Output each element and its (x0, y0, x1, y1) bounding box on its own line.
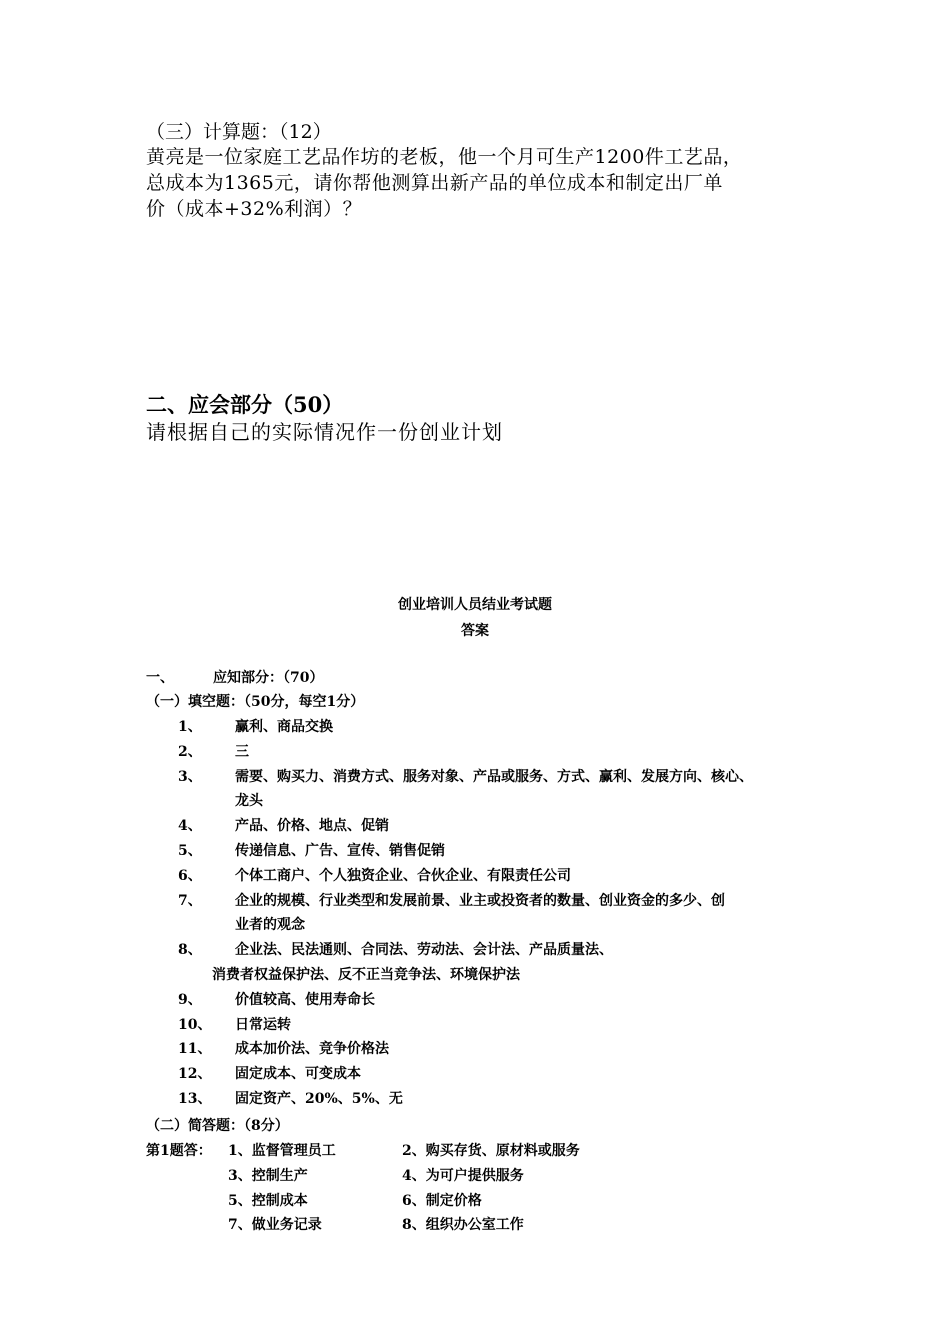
fill-answer-row (146, 889, 826, 914)
item-number: 12、 (178, 1066, 212, 1083)
item-answer-text: 企业的规模、行业类型和发展前景、业主或投资者的数量、创业资金的多少、创 (235, 892, 725, 909)
answer-item: 7、做业务记录 (228, 1217, 322, 1234)
fill-answer-row (146, 814, 826, 839)
short-answer-heading: （二）简答题：（8分） (146, 1118, 289, 1134)
item-answer-text: 日常运转 (235, 1016, 291, 1033)
fill-blank-answer-list (146, 715, 826, 1112)
fill-answer-row (146, 988, 826, 1013)
item-answer-text: 三 (235, 743, 249, 760)
fill-blank-heading: （一）填空题：（50分，每空1分） (146, 694, 365, 710)
item-answer-text: 龙头 (235, 793, 263, 810)
short-answer-row (146, 1164, 826, 1189)
question-label: 第1题答： (146, 1143, 212, 1159)
item-number: 8、 (178, 942, 202, 959)
short-answer-row (146, 1213, 826, 1238)
short-answer-row (146, 1189, 826, 1214)
answer-item: 6、制定价格 (402, 1192, 482, 1209)
item-number (146, 913, 235, 938)
item-number: 13、 (178, 1090, 212, 1107)
answer-item: 3、控制生产 (228, 1167, 308, 1184)
fill-answer-row (146, 1037, 826, 1062)
fill-answer-row (146, 1062, 826, 1087)
calc-question-heading: （三）计算题：（12） (146, 121, 332, 143)
fill-answer-row (146, 913, 826, 938)
answer-item: 4、为可户提供服务 (402, 1167, 524, 1184)
item-answer-text: 产品、价格、地点、促销 (235, 818, 389, 835)
answer-item: 5、控制成本 (228, 1192, 308, 1209)
answer-item: 2、购买存货、原材料或服务 (402, 1143, 580, 1159)
fill-answer-row (146, 715, 826, 740)
item-number: 7、 (178, 892, 202, 909)
item-number (146, 789, 235, 814)
item-answer-text: 固定资产、20%、5%、无 (235, 1090, 403, 1107)
item-answer-text: 个体工商户、个人独资企业、合伙企业、有限责任公司 (235, 867, 571, 884)
fill-answer-row (146, 765, 826, 790)
calc-question-line: 黄亮是一位家庭工艺品作坊的老板，他一个月可生产1200件工艺品， (146, 146, 743, 168)
fill-answer-row (146, 740, 826, 765)
item-answer-text: 企业法、民法通则、合同法、劳动法、会计法、产品质量法、 (235, 942, 613, 959)
item-number: 1、 (178, 719, 202, 735)
fill-answer-row (146, 864, 826, 889)
item-number: 4、 (178, 818, 202, 835)
fill-answer-row (146, 1087, 826, 1112)
item-answer-text: 固定成本、可变成本 (235, 1066, 361, 1083)
item-answer-text: 价值较高、使用寿命长 (235, 991, 375, 1008)
part2-body: 请根据自己的实际情况作一份创业计划 (146, 420, 503, 444)
answer-item: 8、组织办公室工作 (402, 1217, 524, 1234)
fill-answer-row (146, 1013, 826, 1038)
item-number: 9、 (178, 991, 202, 1008)
short-answer-row (146, 1139, 826, 1164)
item-answer-text: 需要、购买力、消费方式、服务对象、产品或服务、方式、赢利、发展方向、核心、 (235, 768, 753, 785)
item-number: 5、 (178, 842, 202, 859)
fill-answer-row (146, 839, 826, 864)
calc-question-body (146, 144, 816, 222)
item-number: 3、 (178, 768, 202, 785)
item-number: 11、 (178, 1041, 212, 1058)
item-answer-text: 成本加价法、竞争价格法 (235, 1041, 389, 1058)
item-answer-text: 赢利、商品交换 (235, 719, 333, 735)
answer-title: 创业培训人员结业考试题 (398, 597, 552, 613)
answer-subtitle: 答案 (461, 623, 489, 639)
item-number: 10、 (178, 1016, 212, 1033)
calc-question-line: 总成本为1365元，请你帮他测算出新产品的单位成本和制定出厂单 (146, 172, 723, 194)
fill-answer-row (146, 789, 826, 814)
item-number: 6、 (178, 867, 202, 884)
item-number: 2、 (178, 743, 202, 760)
fill-answer-row (146, 938, 826, 963)
item-answer-text: 传递信息、广告、宣传、销售促销 (235, 842, 445, 859)
answer-item: 1、监督管理员工 (228, 1143, 336, 1159)
section1-heading: 一、 应知部分：（70） (146, 670, 324, 686)
item-answer-continuation: 消费者权益保护法、反不正当竞争法、环境保护法 (212, 966, 520, 983)
short-answer-grid (146, 1139, 826, 1238)
calc-question-line: 价（成本+32%利润）？ (146, 198, 363, 220)
item-answer-text: 业者的观念 (235, 917, 305, 934)
part2-heading: 二、应会部分（50） (146, 392, 344, 417)
